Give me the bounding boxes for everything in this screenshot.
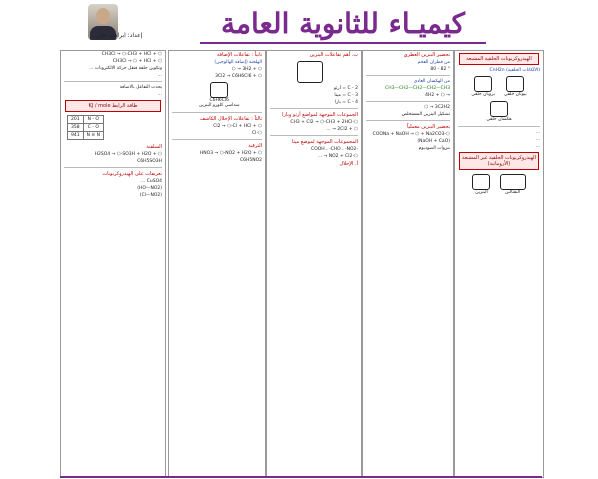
text-line: ... <box>157 73 162 78</box>
divider <box>64 167 162 168</box>
reaction-line: ⬡ + H2SO4 → ⬡-SO3H + H2O <box>94 152 162 157</box>
table-row <box>68 132 104 140</box>
text-line: CuSO4 ... <box>141 179 162 184</box>
section-heading: ثانياً : تفاعلات الإضافة <box>217 52 262 58</box>
molecule <box>199 82 240 108</box>
text-line: (HO—NO2) <box>137 186 162 191</box>
formula-line: CH3—CH2—CH2—CH2—CH3 <box>385 86 450 91</box>
molecule-name: سداسي كلورو البنزين <box>199 103 240 108</box>
molecule-name: بيوتان حلقي <box>504 92 527 97</box>
divider <box>270 108 358 109</box>
table-row <box>68 124 104 132</box>
reaction-line: ⬡ + CH3Cl → ⬡ + HCl <box>112 59 162 64</box>
text-line: يحدث التفاعل بالاضافة <box>119 85 162 90</box>
reaction-line: C6H5NO2 <box>239 158 262 163</box>
general-formula: CnH2n <box>489 68 505 73</box>
section-heading: أ. الإحلال <box>339 161 358 167</box>
text-line: ... <box>157 92 162 97</box>
table-cell: 201 <box>68 116 84 124</box>
table-cell: 358 <box>68 124 84 132</box>
reaction-line: ⬡ + 2Cl2 → ... <box>326 127 358 132</box>
text-line: ... <box>535 137 540 142</box>
molecule <box>471 76 495 97</box>
reaction-line: ⬡ + CH3Cl → ⬡-CH3 + HCl <box>101 52 162 57</box>
column-4 <box>362 50 454 478</box>
table-row <box>68 116 104 124</box>
molecule-row <box>455 172 543 197</box>
section-heading: ثالثاً : تفاعلات الإحلال الكاشف <box>199 116 262 122</box>
reaction-line: ⬡ + HNO3 → ⬡-NO2 + H2O <box>199 151 262 156</box>
text-line: ... <box>535 130 540 135</box>
ring-icon <box>297 61 323 83</box>
reaction-line: C6H5SO3H <box>137 159 162 164</box>
formula-line: (NaOH + CaO) <box>417 139 450 144</box>
molecule-name: بروبان حلقي <box>471 92 495 97</box>
text-line: ... <box>535 144 540 149</box>
sub-heading: من الهكسان العادي <box>413 79 450 84</box>
section-heading: الجموعات الموجهة لمواضع أرثو وبارا <box>282 112 358 118</box>
author-name: إعداد: ابراهيم علي <box>96 32 143 39</box>
text-line: بنزوات الصوديوم <box>418 146 450 151</box>
reaction-line: → ⬡ + 4H2 <box>425 93 450 98</box>
ring-icon <box>210 82 228 98</box>
sub-heading <box>455 67 543 74</box>
bottom-border <box>60 476 542 478</box>
divider <box>366 75 450 76</box>
ring-icon <box>500 174 526 190</box>
section-box: الهيدروكربونات الحلقية المشبعة <box>459 53 539 65</box>
table-title: طاقة الرابط KJ / mole <box>65 100 161 112</box>
column-3 <box>266 50 362 478</box>
molecule-row <box>455 99 543 124</box>
section-heading: الترقية <box>248 143 262 149</box>
divider <box>270 135 358 136</box>
text-line: تشكيل البنزين المستخلص <box>401 112 450 117</box>
header <box>0 0 598 48</box>
reaction-line: ⬡ + 3H2 → ⬡ <box>231 67 262 72</box>
section-heading: تحضير البنزين معملياً <box>407 124 450 130</box>
divider <box>366 101 450 102</box>
column-5 <box>454 50 544 478</box>
ring-icon <box>472 174 490 190</box>
benzene-diagram <box>297 61 323 83</box>
text-line: وتكوين حلقة فتقل حركة الالكترونات ... <box>89 66 162 71</box>
molecule <box>472 174 490 195</box>
section-heading: تحضير البنزين العطري <box>403 52 450 58</box>
table-cell: N - O <box>83 116 103 124</box>
molecule-row <box>455 74 543 99</box>
divider <box>366 120 450 121</box>
reaction-line: ⬡ + Cl2 → ⬡-Cl + HCl <box>213 124 262 129</box>
ring-icon <box>490 101 508 117</box>
molecule-name: هكسان حلقي <box>486 117 512 122</box>
table-cell: 941 <box>68 132 84 140</box>
section-box: الهيدروكربونات الحلقية غير المشبعة (الأروماتية) <box>459 152 539 170</box>
reaction-line: ⬡-NO2 + Cl2 → ... <box>317 154 358 159</box>
reaction-line: -COOH ، -CHO ، -NO2 <box>311 147 358 152</box>
table-cell: N ≡ N <box>83 132 103 140</box>
text-line: ° 82 - 80 <box>430 67 450 72</box>
column-1 <box>60 50 166 478</box>
ring-icon <box>474 76 492 92</box>
molecule <box>504 76 527 97</box>
sub-heading: الهلجنة (إضافة الهالوجين) <box>214 60 262 65</box>
table-cell: C - O <box>83 124 103 132</box>
page-title: كيميـاء للثانوية العامة <box>220 7 465 40</box>
position-line: C - 2 = أرثو <box>333 86 358 91</box>
molecule <box>486 101 511 122</box>
divider <box>64 81 162 82</box>
reaction-line: ⬡ + 3Cl2 → C6H6Cl6 <box>215 74 262 79</box>
bond-energy-table <box>67 115 104 140</box>
molecule-name: البنزين <box>475 190 488 195</box>
text-line: (Cl—NO2) <box>139 193 162 198</box>
divider <box>172 112 262 113</box>
section-heading: ب. أهم تفاعلات البنزين <box>309 52 358 58</box>
ring-icon <box>506 76 524 92</box>
divider <box>458 126 540 127</box>
title-underline <box>200 42 486 44</box>
face-shape <box>96 8 110 24</box>
reaction-line: ⬡-COONa + NaOH → ⬡ + Na2CO3 <box>372 132 450 137</box>
reaction-line: ⬡-Cl <box>252 131 262 136</box>
divider <box>172 139 262 140</box>
molecule <box>500 174 526 195</box>
position-line: C - 4 = بارا <box>334 100 358 105</box>
molecule-name: النفثالين <box>504 190 521 195</box>
sub-heading-text: (الألكانات الحلقية) <box>506 68 540 73</box>
reaction-line: ⬡-CH3 + Cl2 → ⬡-CH3 + 2HCl <box>290 120 358 125</box>
molecule-formula: C6H6Cl6 <box>209 98 230 103</box>
position-line: C - 3 = ميتا <box>334 93 358 98</box>
section-heading: المجموعات الموجهة لموضع ميتا <box>291 139 358 145</box>
reaction-line: 3C2H2 → ⬡ <box>424 105 450 110</box>
sub-heading: من قطران الفحم <box>417 60 450 65</box>
section-heading: تعريفات على الهيدروكربونات <box>102 171 162 177</box>
section-heading: السلفنة <box>146 144 162 150</box>
column-2 <box>168 50 266 478</box>
